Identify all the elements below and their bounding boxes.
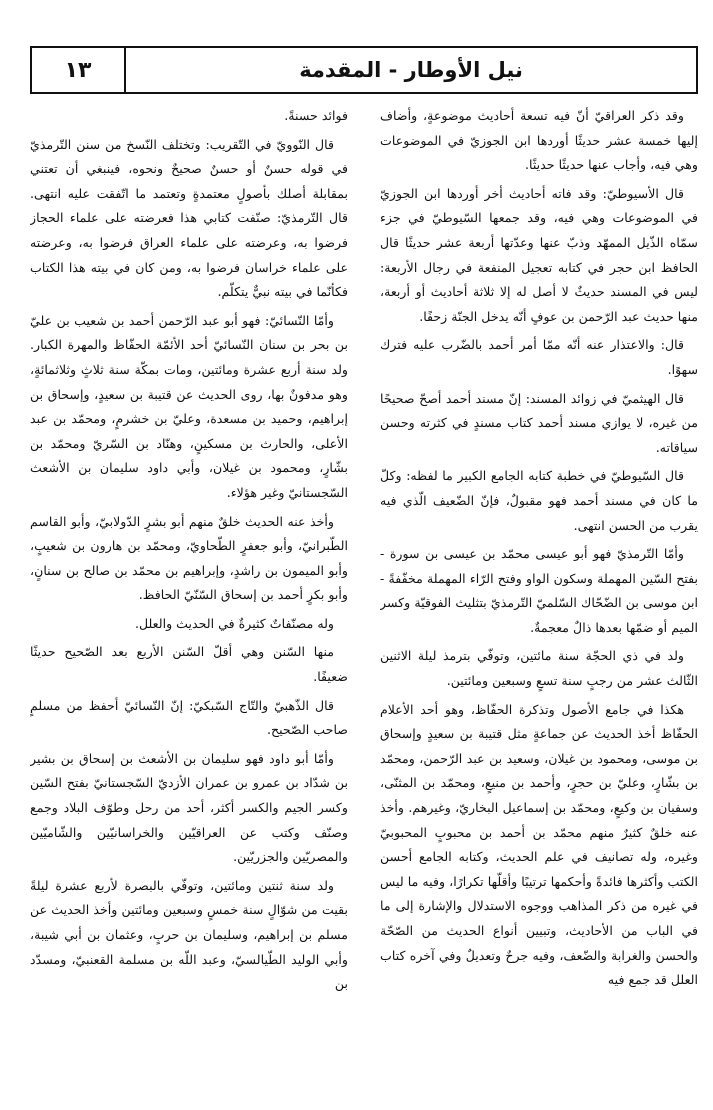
paragraph: قال السّيوطيّ في خطبة كتابه الجامع الكبير ما لفظه: وكلّ ما كان في مسند أحمد فهو مقبولٌ، فإنّ الضّعيف الّذي فيه يقرب من الحسن انتهى. xyxy=(380,468,698,533)
paragraph: قال الذّهبيّ والتّاج السّبكيّ: إنّ النّسائيّ أحفظ من مسلمٍ صاحب الصّحيح. xyxy=(30,697,348,738)
paragraph: وله مصنّفاتٌ كثيرةٌ في الحديث والعلل. xyxy=(134,615,334,631)
paragraph: ولد سنة ثنتين ومائتين، وتوفّي بالبصرة لأربع عشرة ليلةً بقيت من شوّالٍ سنة خمسٍ وسبعين ومائتين وأخذ الحديث عن مسلم بن إبراهيم، وسليمان بن حربٍ، وعثمان بن أبي شيبة، وأبي الوليد الطّيالسيّ، وعبد اللّه بن مسلمة القعنبيّ، ومسدّد بن xyxy=(30,877,348,992)
running-title: نيل الأوطار - المقدمة xyxy=(299,58,523,82)
paragraph: قال النّوويّ في التّقريب: وتختلف النّسخ من سنن التّرمذيّ في قوله حسنٌ أو حسنٌ صحيحٌ ونحوه، فينبغي أن تعتني بمقابلة أصلك بأصولٍ معتمدةٍ وتعتمد ما اتّفقت عليه انتهى. قال التّرمذيّ: صنّفت كتابي هذا فعرضته على علماء الحجاز فرضوا به، وعرضته على علماء العراق فرضوا به، وعرضته على علماء خراسان فرضوا به، ومن كان في بيته هذا الكتاب فكأنّما في بيته نبيٌّ يتكلّم. xyxy=(30,136,348,300)
paragraph: وأمّا أبو داود فهو سليمان بن الأشعث بن إسحاق بن بشير بن شدّاد بن عمرو بن عمران الأزديّ السّجستانيّ بفتح السّين وكسر الجيم والكسر أكثر، أحد من رحل وطوّف البلاد وجمع وصنّف وكتب عن العراقيّين والخراسانيّين والشّاميّين والمصريّين والجزريّين. xyxy=(30,750,348,865)
page-header xyxy=(30,46,698,94)
paragraph: ولد في ذي الحجّة سنة مائتين، وتوفّي بترمذ ليلة الاثنين الثّالث عشر من رجبٍ سنة تسعٍ وسبعين ومائتين. xyxy=(380,648,698,689)
paragraph: قال: والاعتذار عنه أنّه ممّا أمر أحمد بالضّرب عليه فترك سهوًا. xyxy=(380,337,698,377)
paragraph: وأخذ عنه الحديث خلقٌ منهم أبو بشرٍ الدّولابيّ، وأبو القاسم الطّبرانيّ، وأبو جعفرٍ الطّحاويّ، ومحمّد بن هارون بن شعيبٍ، وأبو الميمون بن راشدٍ، وإبراهيم بن محمّد بن صالح بن سنانٍ، وأبو بكرٍ أحمد بن إسحاق السّنّيّ الحافظ. xyxy=(30,513,348,603)
paragraph: وأمّا التّرمذيّ فهو أبو عيسى محمّد بن عيسى بن سورة - بفتح السّين المهملة وسكون الواو وفتح الرّاء المهملة مخفّفةً - ابن موسى بن الضّحّاك السّلميّ التّرمذيّ بتثليث الفوقيّة وكسر الميم أو ضمّها بعدها ذالٌ معجمةٌ. xyxy=(380,546,698,635)
page-number: ١٣ xyxy=(32,48,126,92)
paragraph: منها السّنن وهي أقلّ السّنن الأربع بعد الصّحيح حديثًا ضعيفًا. xyxy=(30,644,348,685)
paragraph: وقد ذكر العراقيّ أنّ فيه تسعة أحاديث موضوعةٍ، وأضاف إليها خمسة عشر حديثًا أوردها ابن الجوزيّ في الموضوعات وهي فيه، وأجاب عنها حديثًا حديثًا. xyxy=(380,108,698,173)
left-column xyxy=(30,104,348,1096)
text-columns xyxy=(30,104,698,1096)
right-column xyxy=(380,104,698,1096)
paragraph: هكذا في جامع الأصول وتذكرة الحفّاظ، وهو أحد الأعلام الحفّاظ أخذ الحديث عن جماعةٍ مثل قتيبة بن سعيدٍ وإسحاق بن موسى، ومحمود بن غيلان، وسعيد بن عبد الرّحمن، ومحمّد بن بشّارٍ، وعليّ بن حجرٍ، وأحمد بن منيعٍ، ومحمّد بن المثنّى، وسفيان بن وكيعٍ، ومحمّد بن إسماعيل البخاريّ، وغيرهم. وأخذ عنه خلقٌ كثيرٌ منهم محمّد بن أحمد بن محبوبٍ المحبوبيّ وغيره، وله تصانيف في علم الحديث، وكتابه الجامع أحسن الكتب وأكثرها فائدةً وأحكمها ترتيبًا وأقلّها تكرارًا، وفيه ما ليس في غيره من ذكر المذاهب ووجوه الاستدلال والإشارة إلى ما في الباب من الأحاديث، وتبيين أنواع الحديث من الصّحّة والحسن والغرابة والضّعف، وفيه جرحٌ وتعديلٌ وفي آخره كتاب العلل قد جمع فيه xyxy=(380,701,698,988)
paragraph: فوائد حسنةً. xyxy=(284,108,348,123)
paragraph: وأمّا النّسائيّ: فهو أبو عبد الرّحمن أحمد بن شعيب بن عليّ بن بحر بن سنان النّسائيّ أحد الأئمّة الحفّاظ والمهرة الكبار. ولد سنة أربع عشرة ومائتين، ومات بمكّة سنة ثلاثٍ وثلاثمائةٍ، وهو مدفونٌ بها، روى الحديث عن قتيبة بن سعيدٍ، وإسحاق بن إبراهيم، وحميد بن مسعدة، وعليّ بن خشرمٍ، ومحمّد بن عبد الأعلى، والحارث بن مسكينٍ، وهنّاد بن السّريّ ومحمّد بن بشّارٍ، ومحمود بن غيلان، وأبي داود سليمان بن الأشعث السّجستانيّ وغير هؤلاء. xyxy=(30,312,348,500)
paragraph: قال الأسيوطيّ: وقد فاته أحاديث أخر أوردها ابن الجوزيّ في الموضوعات وهي فيه، وقد جمعها السّيوطيّ في جزء سمّاه الذّيل الممهّد وذبّ عنها وعدّتها أربعة عشر حديثًا قال الحافظ ابن حجر في كتابه تعجيل المنفعة في رجال الأربعة: ليس في المسند حديثٌ لا أصل له إلا ثلاثة أحاديث أو أربعة، منها حديث عبد الرّحمن بن عوفٍ أنّه يدخل الجنّة زحفًا. xyxy=(380,185,698,324)
paragraph: قال الهيثميّ في زوائد المسند: إنّ مسند أحمد أصحّ صحيحًا من غيره، لا يوازي مسند أحمد كتاب مسندٍ في كثرته وحسن سياقاته. xyxy=(380,390,698,455)
